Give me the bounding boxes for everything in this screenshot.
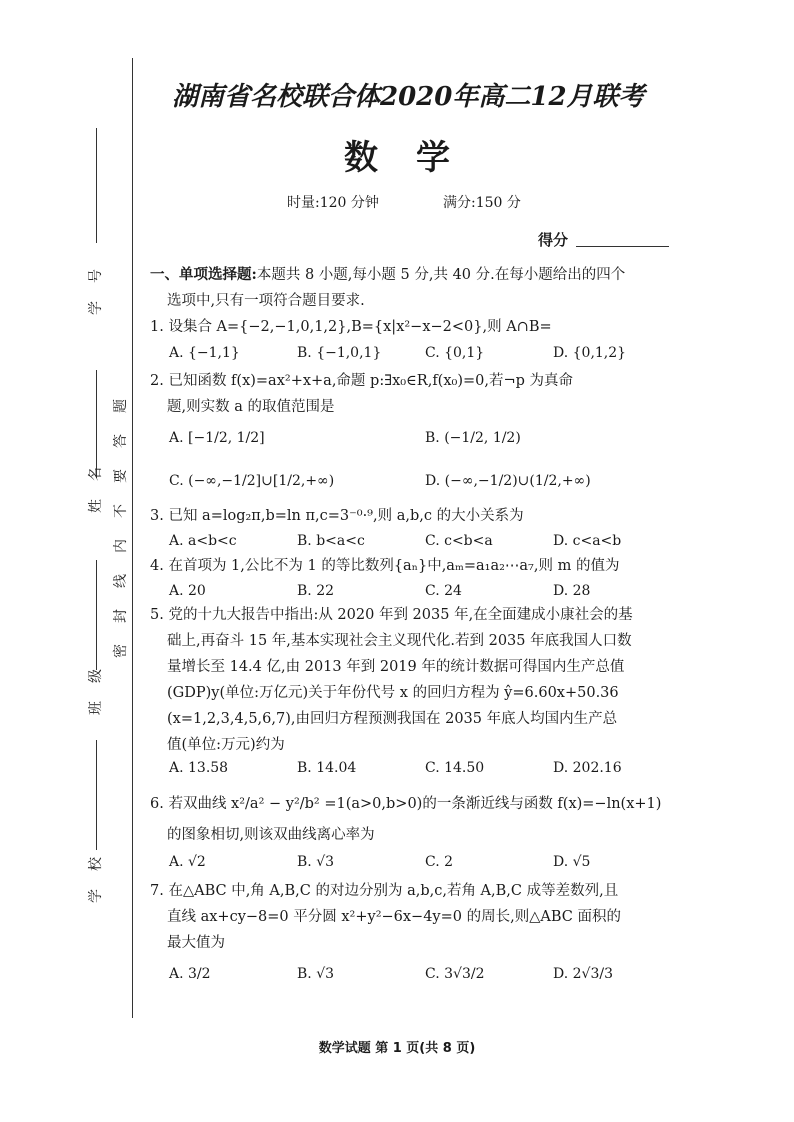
q1-option-c: C. {0,1} (425, 345, 485, 361)
q1-stem: 1. 设集合 A={−2,−1,0,1,2},B={x|x²−x−2<0},则 A∩B= (150, 319, 552, 335)
section-intro (150, 264, 625, 286)
q1-option-d: D. {0,1,2} (553, 345, 627, 361)
q5-option-a: A. 13.58 (169, 760, 229, 776)
q7-line3: 最大值为 (167, 935, 225, 951)
subject-title: 数学 (344, 138, 488, 178)
name-label: 姓名 (88, 449, 104, 513)
binding-line (132, 58, 133, 1018)
q1-option-b: B. {−1,0,1} (297, 345, 382, 361)
q6-option-c: C. 2 (425, 854, 454, 870)
score-label: 得分 (538, 231, 569, 249)
section-intro-b: 选项中,只有一项符合题目要求. (167, 293, 365, 309)
q5-line4: (GDP)y(单位:万亿元)关于年份代号 x 的回归方程为 ŷ=6.60x+50.36 (167, 685, 619, 701)
q3-option-d: D. c<a<b (553, 533, 622, 549)
page-footer: 数学试题 第 1 页(共 8 页) (318, 1041, 476, 1056)
q5-line5: (x=1,2,3,4,5,6,7),由回归方程预测我国在 2035 年底人均国内生产总 (167, 711, 618, 727)
q5-line6: 值(单位:万元)约为 (167, 737, 285, 753)
q2-stem-a: 2. 已知函数 f(x)=ax²+x+a,命题 p:∃x₀∈R,f(x₀)=0,若¬p 为真命 (150, 373, 574, 389)
q4-option-a: A. 20 (169, 583, 206, 599)
q5-line2: 础上,再奋斗 15 年,基本实现社会主义现代化.若到 2035 年底我国人口数 (167, 633, 632, 649)
q6-option-d: D. √5 (553, 854, 591, 870)
score-underline (576, 246, 669, 247)
time-info: 时量:120 分钟 (287, 195, 379, 211)
q5-line3: 量增长至 14.4 亿,由 2013 年到 2019 年的统计数据可得国内生产总值 (167, 659, 625, 675)
q7-option-a: A. 3/2 (169, 966, 211, 982)
q7-line1: 7. 在△ABC 中,角 A,B,C 的对边分别为 a,b,c,若角 A,B,C 成等差数列,且 (150, 883, 619, 899)
q6-option-a: A. √2 (169, 854, 206, 870)
q5-option-b: B. 14.04 (297, 760, 357, 776)
q7-option-b: B. √3 (297, 966, 335, 982)
q5-option-c: C. 14.50 (425, 760, 485, 776)
q4-option-c: C. 24 (425, 583, 462, 599)
q3-stem: 3. 已知 a=log₂π,b=ln π,c=3⁻⁰·⁹,则 a,b,c 的大小关系为 (150, 508, 524, 524)
q5-option-d: D. 202.16 (553, 760, 622, 776)
q2-option-c: C. (−∞,−1/2]∪[1/2,+∞) (169, 473, 335, 489)
q7-line2: 直线 ax+cy−8=0 平分圆 x²+y²−6x−4y=0 的周长,则△ABC 面积的 (167, 909, 621, 925)
q7-option-d: D. 2√3/3 (553, 966, 613, 982)
q2-option-d: D. (−∞,−1/2)∪(1/2,+∞) (425, 473, 591, 489)
q7-option-c: C. 3√3/2 (425, 966, 485, 982)
section-heading: 一、单项选择题: (150, 266, 257, 283)
seal-warning: 密封线内不要答题 (113, 378, 129, 658)
q2-option-b: B. (−1/2, 1/2) (425, 430, 521, 446)
q3-option-b: B. b<a<c (297, 533, 365, 549)
q2-stem-b: 题,则实数 a 的取值范围是 (167, 399, 335, 415)
student-id-label: 学号 (88, 251, 104, 315)
class-label: 班级 (88, 651, 104, 715)
school-label: 学校 (88, 839, 104, 903)
q6-stem-a: 6. 若双曲线 x²/a² − y²/b² =1(a>0,b>0)的一条渐近线与函数 f(x)=−ln(x+1) (150, 796, 662, 812)
q4-option-d: D. 28 (553, 583, 591, 599)
q4-stem: 4. 在首项为 1,公比不为 1 的等比数列{aₙ}中,aₘ=a₁a₂⋯a₇,则 m 的值为 (150, 558, 620, 574)
q6-stem-b: 的图象相切,则该双曲线离心率为 (167, 827, 375, 843)
q5-line1: 5. 党的十九大报告中指出:从 2020 年到 2035 年,在全面建成小康社会的基 (150, 607, 633, 623)
section-intro-a: 本题共 8 小题,每小题 5 分,共 40 分.在每小题给出的四个 (256, 267, 626, 283)
q4-option-b: B. 22 (297, 583, 335, 599)
q2-option-a: A. [−1/2, 1/2] (169, 430, 265, 446)
full-score-info: 满分:150 分 (443, 195, 521, 211)
q1-option-a: A. {−1,1} (169, 345, 240, 361)
school-title: 湖南省名校联合体2020年高二12月联考 (172, 82, 645, 112)
school-underline (96, 740, 97, 850)
q3-option-c: C. c<b<a (425, 533, 493, 549)
q3-option-a: A. a<b<c (169, 533, 237, 549)
q6-option-b: B. √3 (297, 854, 335, 870)
